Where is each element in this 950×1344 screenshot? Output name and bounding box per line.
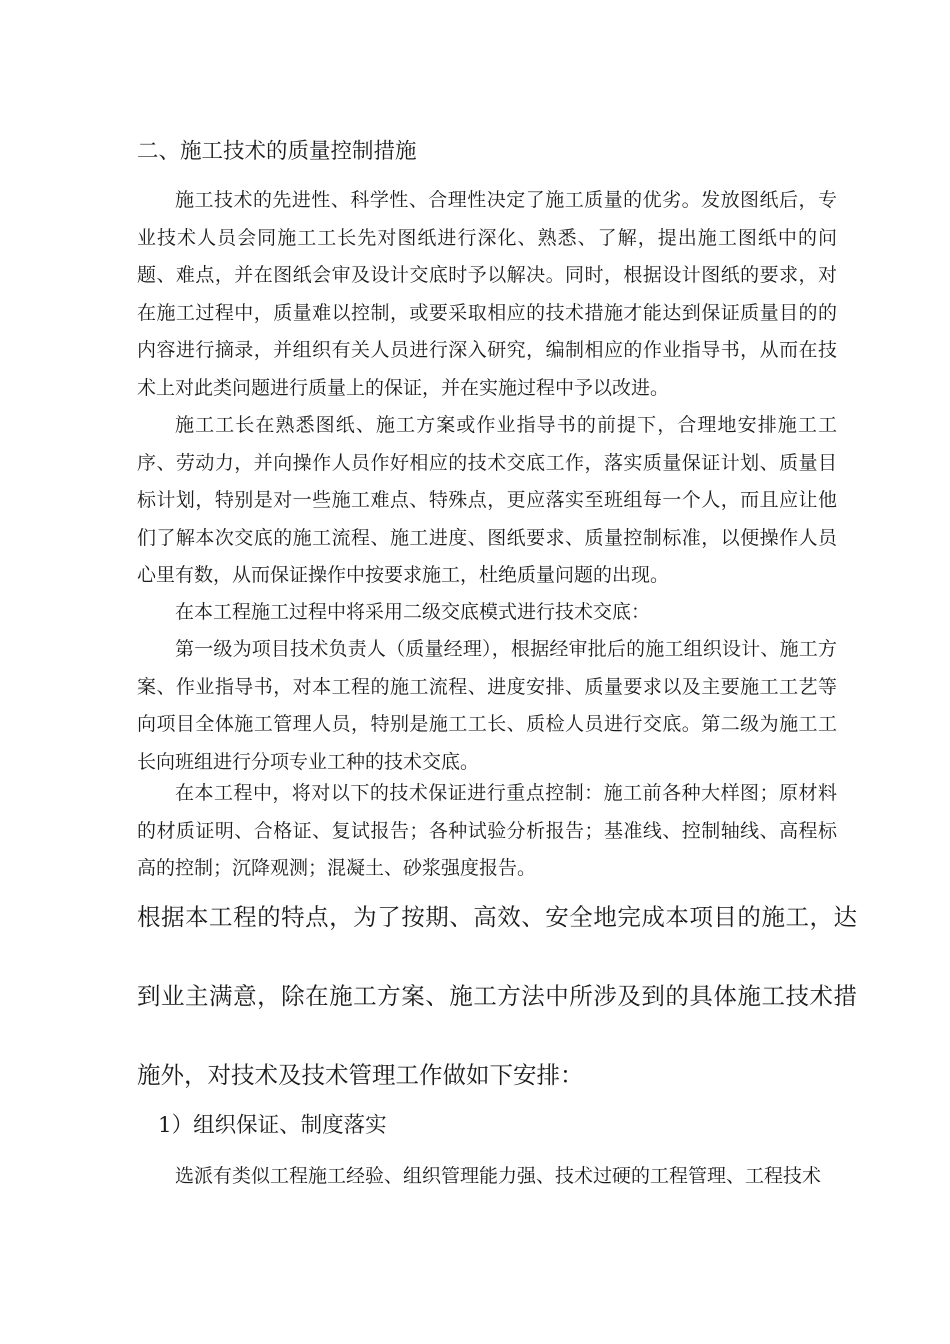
paragraph-key-controls: 在本工程中，将对以下的技术保证进行重点控制：施工前各种大样图；原材料的材质证明、合格证、复试报告；各种试验分析报告；基准线、控制轴线、高程标高的控制；沉降观测；混凝土、砂浆强度报告。 [137, 782, 837, 879]
paragraph-technology: 施工技术的先进性、科学性、合理性决定了施工质量的优劣。发放图纸后，专业技术人员会同施工工长先对图纸进行深化、熟悉、了解，提出施工图纸中的问题、难点，并在图纸会审及设计交底时予以解决。同时，根据设计图纸的要求，对在施工过程中，质量难以控制，或要采取相应的技术措施才能达到保证质量目的的内容进行摘录，并组织有关人员进行深入研究，编制相应的作业指导书，从而在技术上对此类问题进行质量上的保证，并在实施过程中予以改进。 [137, 189, 837, 399]
intro-text: 根据本工程的特点，为了按期、高效、安全地完成本项目的施工，达到业主满意，除在施工方案、施工方法中所涉及到的具体施工技术措施外，对技术及技术管理工作做如下安排： [137, 903, 857, 1089]
paragraph-briefing-levels: 第一级为项目技术负责人（质量经理），根据经审批后的施工组织设计、施工方案、作业指导书，对本工程的施工流程、进度安排、质量要求以及主要施工工艺等向项目全体施工管理人员，特别是施工工长、质检人员进行交底。第二级为施工工长向班组进行分项专业工种的技术交底。 [137, 638, 837, 773]
paragraph-staffing: 选派有类似工程施工经验、组织管理能力强、技术过硬的工程管理、工程技术 [175, 1165, 822, 1187]
paragraph-two-level-briefing: 在本工程施工过程中将采用二级交底模式进行技术交底： [175, 601, 651, 623]
section-heading: 二、施工技术的质量控制措施 [137, 139, 417, 164]
paragraph-foreman: 施工工长在熟悉图纸、施工方案或作业指导书的前提下，合理地安排施工工序、劳动力，并向操作人员作好相应的技术交底工作，落实质量保证计划、质量目标计划，特别是对一些施工难点、特殊点，更应落实至班组每一个人，而且应让他们了解本次交底的施工流程、施工进度、图纸要求、质量控制标准，以便操作人员心里有数，从而保证操作中按要求施工，杜绝质量问题的出现。 [137, 414, 837, 586]
subsection-heading: 1）组织保证、制度落实 [158, 1113, 387, 1138]
